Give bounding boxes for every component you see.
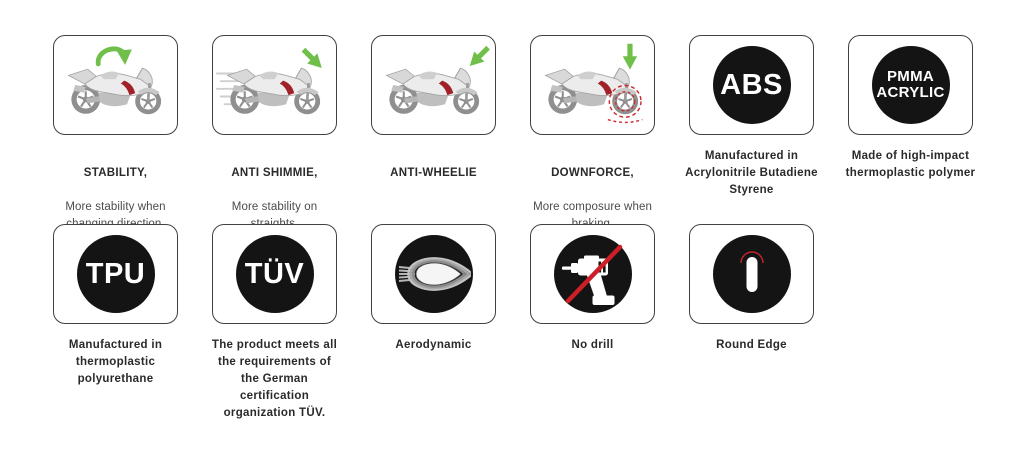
feature-pmma-caption: Made of high-impact thermoplastic polymer <box>845 150 976 179</box>
feature-aerodynamic-tile <box>371 224 496 324</box>
feature-tuv-certified <box>212 224 337 422</box>
feature-pmma-tile <box>848 35 973 135</box>
tpu-badge: TPU <box>77 235 155 313</box>
features-row-1 <box>53 35 976 250</box>
feature-abs-caption: Manufactured in Acrylonitrile Butadiene Styrene <box>685 150 818 196</box>
feature-anti-wheelie <box>371 35 496 250</box>
feature-aerodynamic <box>371 224 496 422</box>
feature-title: ANTI-WHEELIE <box>390 167 477 179</box>
feature-tpu-material <box>53 224 178 422</box>
motorcycle-curved-down-arrow-icon <box>55 37 177 133</box>
feature-no-drill-tile <box>530 224 655 324</box>
feature-anti-wheelie-tile <box>371 35 496 135</box>
feature-abs-material <box>685 35 818 250</box>
feature-tuv-tile <box>212 224 337 324</box>
round-edge-icon <box>713 235 791 313</box>
feature-round-edge <box>689 224 814 422</box>
feature-anti-wheelie-caption <box>349 148 519 216</box>
feature-stability-tile <box>53 35 178 135</box>
feature-title: STABILITY, <box>83 167 148 179</box>
feature-description: More stability when <box>65 201 166 213</box>
feature-aerodynamic-caption: Aerodynamic <box>395 339 472 351</box>
feature-no-drill <box>530 224 655 422</box>
feature-anti-shimmie-tile <box>212 35 337 135</box>
motorcycle-front-down-arrow-icon <box>373 37 495 133</box>
feature-anti-shimmie <box>212 35 337 250</box>
features-row-2 <box>53 224 814 422</box>
feature-downforce-tile <box>530 35 655 135</box>
feature-pmma-material <box>845 35 976 250</box>
no-drill-icon <box>554 235 632 313</box>
feature-no-drill-caption: No drill <box>571 339 614 351</box>
feature-title: DOWNFORCE, <box>551 167 634 179</box>
aerodynamic-airfoil-icon <box>395 235 473 313</box>
feature-tpu-tile <box>53 224 178 324</box>
motorcycle-down-arrow-braking-icon <box>532 37 654 133</box>
feature-abs-tile <box>689 35 814 135</box>
feature-tuv-caption: The product meets all the requirements of the German certification organization TÜV. <box>211 339 338 419</box>
feature-tpu-caption: Manufactured in thermoplastic polyurethane <box>68 339 163 385</box>
feature-title: ANTI SHIMMIE, <box>231 167 318 179</box>
feature-stability <box>53 35 178 250</box>
feature-description: More stability on <box>231 201 318 213</box>
feature-round-edge-caption: Round Edge <box>716 339 787 351</box>
feature-downforce <box>530 35 655 250</box>
tuv-badge: TÜV <box>236 235 314 313</box>
motorcycle-speedlines-diagonal-arrow-icon <box>214 37 336 133</box>
feature-round-edge-tile <box>689 224 814 324</box>
abs-badge: ABS <box>713 46 791 124</box>
pmma-acrylic-badge: PMMA ACRYLIC <box>872 46 950 124</box>
feature-description: More composure when <box>533 201 652 213</box>
